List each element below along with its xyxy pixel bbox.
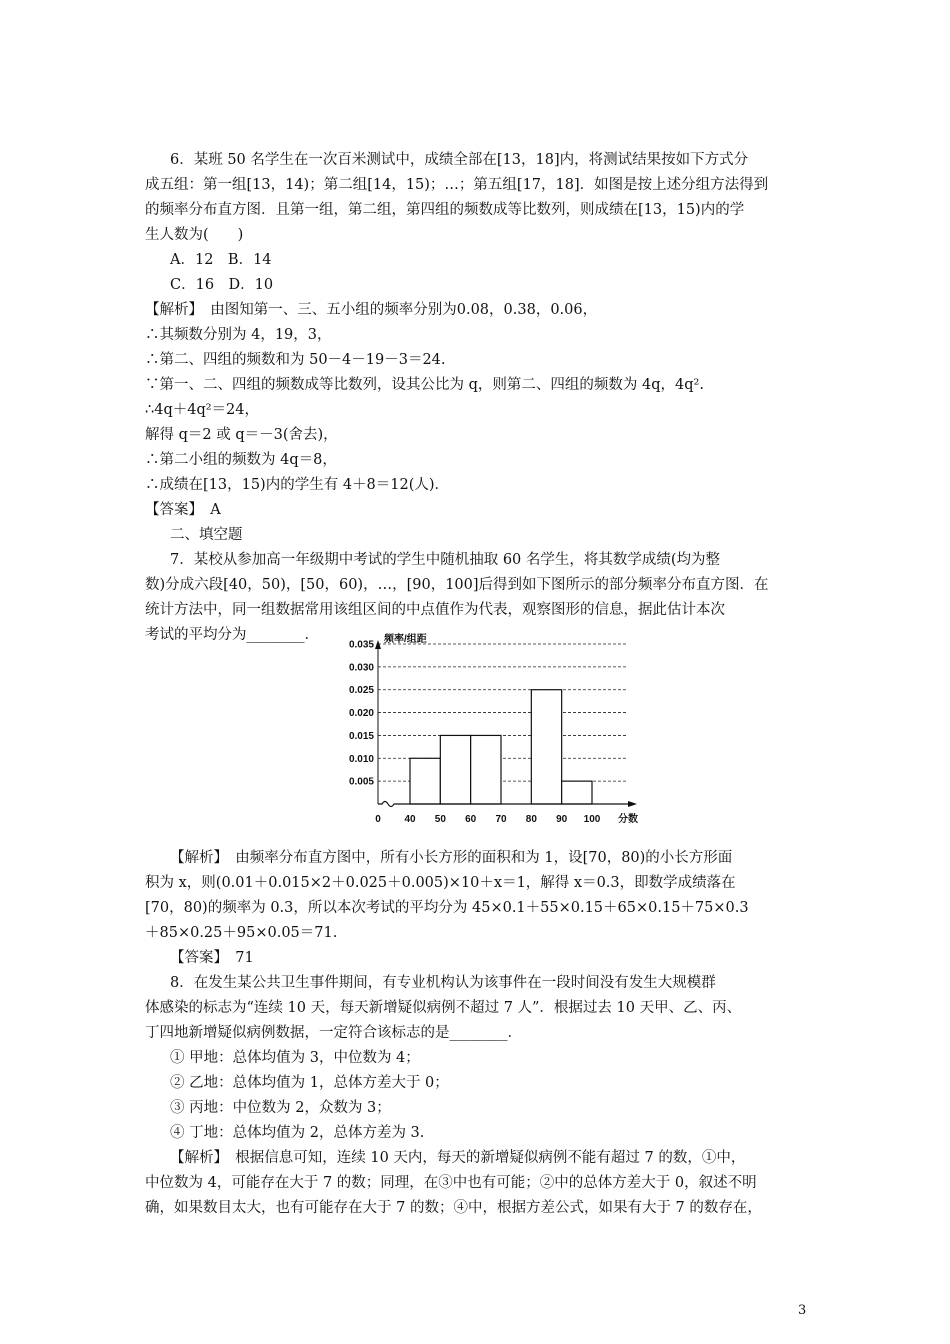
y-tick-label: 0.035	[348, 639, 374, 651]
q8-option-3: ③ 丙地：中位数为 2，众数为 3；	[170, 1100, 391, 1116]
q6-analysis-7: ∴第二小组的频数为 4q＝8，	[145, 452, 337, 468]
q6-analysis-2: ∴其频数分别为 4，19，3，	[145, 327, 332, 343]
y-tick-label: 0.015	[348, 730, 374, 742]
q7-line-2: 数)分成六段[40，50)，[50，60)，…，[90，100]后得到如下图所示的部分频率分布直方图．在	[145, 577, 769, 593]
q6-line-2: 成五组：第一组[13，14)；第二组[14，15)；…；第五组[17，18]．如图是按上述分组方法得到	[145, 177, 769, 193]
x-tick-label: 90	[556, 814, 568, 825]
q7-line-4: 考试的平均分为________．	[145, 627, 319, 643]
q6-analysis-1: 【解析】 由图知第一、三、五小组的频率分别为0.08，0.38，0.06，	[145, 302, 598, 318]
q7-line-1: 7．某校从参加高一年级期中考试的学生中随机抽取 60 名学生，将其数学成绩(均为整	[170, 552, 721, 568]
x-tick-label: 50	[434, 814, 446, 825]
x-tick-label: 70	[495, 814, 507, 825]
histogram-bar	[410, 758, 440, 804]
q8-line-2: 体感染的标志为“连续 10 天，每天新增疑似病例不超过 7 人”．根据过去 10 天甲、乙、丙、	[145, 1000, 742, 1016]
q6-analysis-4: ∵第一、二、四组的频数成等比数列，设其公比为 q，则第二、四组的频数为 4q，4q².	[145, 377, 704, 393]
q8-line-1: 8．在发生某公共卫生事件期间，有专业机构认为该事件在一段时间没有发生大规模群	[170, 975, 716, 991]
q7-analysis-1: 【解析】 由频率分布直方图中，所有小长方形的面积和为 1，设[70，80)的小长方形面	[170, 850, 733, 866]
q7-answer: 【答案】 71	[170, 950, 254, 966]
frequency-histogram	[330, 632, 650, 832]
y-tick-label: 0.025	[348, 685, 374, 697]
q8-option-1: ① 甲地：总体均值为 3，中位数为 4；	[170, 1050, 420, 1066]
x-axis-title: 分数	[618, 814, 638, 825]
q6-analysis-5: ∴4q＋4q²＝24，	[145, 402, 260, 418]
q7-analysis-2: 积为 x，则(0.01＋0.015×2＋0.025＋0.005)×10＋x＝1，解得 x＝0.3，即数学成绩落在	[145, 875, 736, 891]
q6-analysis-3: ∴第二、四组的频数和为 50－4－19－3＝24.	[145, 352, 446, 368]
q7-analysis-3: [70，80)的频率为 0.3，所以本次考试的平均分为 45×0.1＋55×0.15＋65×0.15＋75×0.3	[145, 900, 749, 916]
origin-label: 0	[375, 814, 381, 825]
x-tick-label: 60	[465, 814, 477, 825]
q6-line-4: 生人数为( )	[145, 227, 244, 243]
histogram-bar	[562, 781, 592, 804]
section-heading: 二、填空题	[170, 527, 243, 543]
q8-analysis-2: 中位数为 4，可能存在大于 7 的数；同理，在③中也有可能；②中的总体方差大于 0，叙述不明	[145, 1175, 757, 1191]
q7-analysis-4: ＋85×0.25＋95×0.05＝71.	[145, 925, 338, 941]
q6-option-ab: A．12 B．14	[170, 252, 272, 268]
x-axis-arrow	[628, 801, 637, 807]
q6-option-cd: C．16 D．10	[170, 277, 274, 293]
q8-option-2: ② 乙地：总体均值为 1，总体方差大于 0；	[170, 1075, 449, 1091]
q6-line-1: 6．某班 50 名学生在一次百米测试中，成绩全部在[13，18]内，将测试结果按如下方式分	[170, 152, 749, 168]
q6-answer: 【答案】 A	[145, 502, 221, 518]
y-axis-arrow	[375, 640, 381, 649]
q8-analysis-1: 【解析】 根据信息可知，连续 10 天内，每天的新增疑似病例不能有超过 7 的数，①中，	[170, 1150, 746, 1166]
q6-analysis-8: ∴成绩在[13，15)内的学生有 4＋8＝12(人)．	[145, 477, 450, 493]
page-number: 3	[798, 1303, 807, 1318]
histogram-bar	[471, 735, 501, 804]
y-axis-title: 频率/组距	[384, 634, 427, 645]
q8-analysis-3: 确，如果数目太大，也有可能存在大于 7 的数；④中，根据方差公式，如果有大于 7 的数存在，	[145, 1200, 762, 1216]
histogram-bar	[440, 735, 470, 804]
q6-analysis-6: 解得 q＝2 或 q＝－3(舍去)，	[145, 427, 338, 443]
x-tick-label: 80	[525, 814, 537, 825]
histogram-bar	[531, 690, 561, 804]
q6-line-3: 的频率分布直方图．且第一组，第二组，第四组的频数成等比数列，则成绩在[13，15)内的学	[145, 202, 745, 218]
q7-line-3: 统计方法中，同一组数据常用该组区间的中点值作为代表，观察图形的信息，据此估计本次	[145, 602, 725, 618]
x-tick-label: 100	[583, 814, 601, 825]
y-tick-label: 0.020	[348, 708, 374, 720]
x-tick-label: 40	[404, 814, 416, 825]
q8-option-4: ④ 丁地：总体均值为 2，总体方差为 3.	[170, 1125, 425, 1141]
q8-line-3: 丁四地新增疑似病例数据，一定符合该标志的是________．	[145, 1025, 522, 1041]
y-tick-label: 0.030	[348, 662, 374, 674]
y-tick-label: 0.010	[348, 753, 374, 765]
histogram-svg	[330, 632, 650, 832]
y-tick-label: 0.005	[348, 776, 374, 788]
